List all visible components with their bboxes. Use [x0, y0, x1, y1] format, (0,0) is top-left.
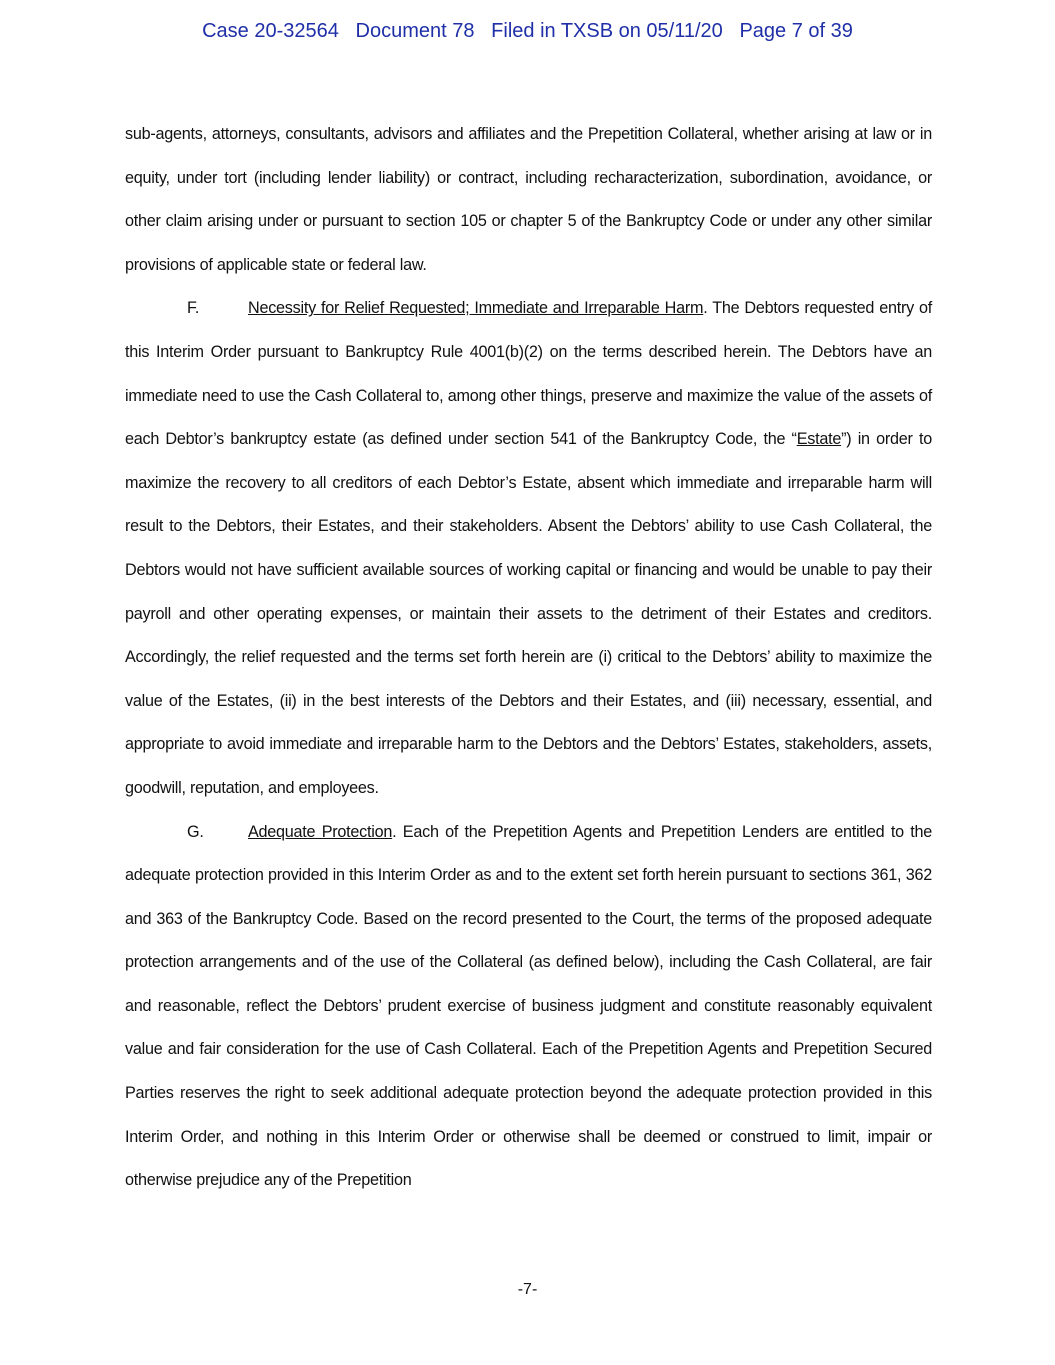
paragraph-text: sub-agents, attorneys, consultants, advisors and affiliates and the Prepetition Collateral, whether arising at law or in equity, under tort (including lender liability) or contract, including recharacterization, subordination, avoidance, or other claim arising under or pursuant to section 105 or chapter 5 of the Bankruptcy Code or under any other similar provisions of applicable state or federal law. — [125, 125, 932, 274]
paragraph-label: F. — [187, 299, 200, 318]
document-body — [125, 113, 932, 1203]
paragraph-heading: Necessity for Relief Requested; Immediate and Irreparable Harm — [248, 299, 704, 318]
court-filing-stamp: Case 20-32564 Document 78 Filed in TXSB on 05/11/20 Page 7 of 39 — [202, 20, 853, 42]
paragraph-continuation — [125, 113, 932, 287]
paragraph-f — [125, 287, 932, 810]
page-number: -7- — [517, 1281, 538, 1298]
paragraph-text: . Each of the Prepetition Agents and Prepetition Lenders are entitled to the adequate protection provided in this Interim Order as and to the extent set forth herein pursuant to sections 361, 362 and 363 of the Bankruptcy Code. Based on the record presented to the Court, the terms of the proposed adequate protection arrangements and of the use of the Collateral (as defined below), including the Cash Collateral, are fair and reasonable, reflect the Debtors’ prudent exercise of business judgment and constitute reasonably equivalent value and fair consideration for the use of Cash Collateral. Each of the Prepetition Agents and Prepetition Secured Parties reserves the right to seek additional adequate protection beyond the adequate protection provided in this Interim Order, and nothing in this Interim Order or otherwise shall be deemed or construed to limit, impair or otherwise prejudice any of the Prepetition — [125, 822, 932, 1190]
paragraph-text: ”) in order to maximize the recovery to all creditors of each Debtor’s Estate, absent which immediate and irreparable harm will result to the Debtors, their Estates, and their stakeholders. Absent the Debtors’ ability to use Cash Collateral, the Debtors would not have sufficient available sources of working capital or financing and would be unable to pay their payroll and other operating expenses, or maintain their assets to the detriment of their Estates and creditors. Accordingly, the relief requested and the terms set forth herein are (i) critical to the Debtors’ ability to maximize the value of the Estates, (ii) in the best interests of the Debtors and their Estates, and (iii) necessary, essential, and appropriate to avoid immediate and irreparable harm to the Debtors and the Debtors’ Estates, stakeholders, assets, goodwill, reputation, and employees. — [125, 430, 932, 797]
paragraph-heading: Adequate Protection — [248, 822, 393, 841]
paragraph-text: . The Debtors requested entry of this Interim Order pursuant to Bankruptcy Rule 4001(b)(2) on the terms described herein. The Debtors have an immediate need to use the Cash Collateral to, among other things, preserve and maximize the value of the assets of each Debtor’s bankruptcy estate (as defined under section 541 of the Bankruptcy Code, the “ — [125, 299, 932, 449]
paragraph-g — [125, 811, 932, 1203]
defined-term: Estate — [796, 430, 842, 449]
paragraph-label: G. — [187, 822, 204, 841]
